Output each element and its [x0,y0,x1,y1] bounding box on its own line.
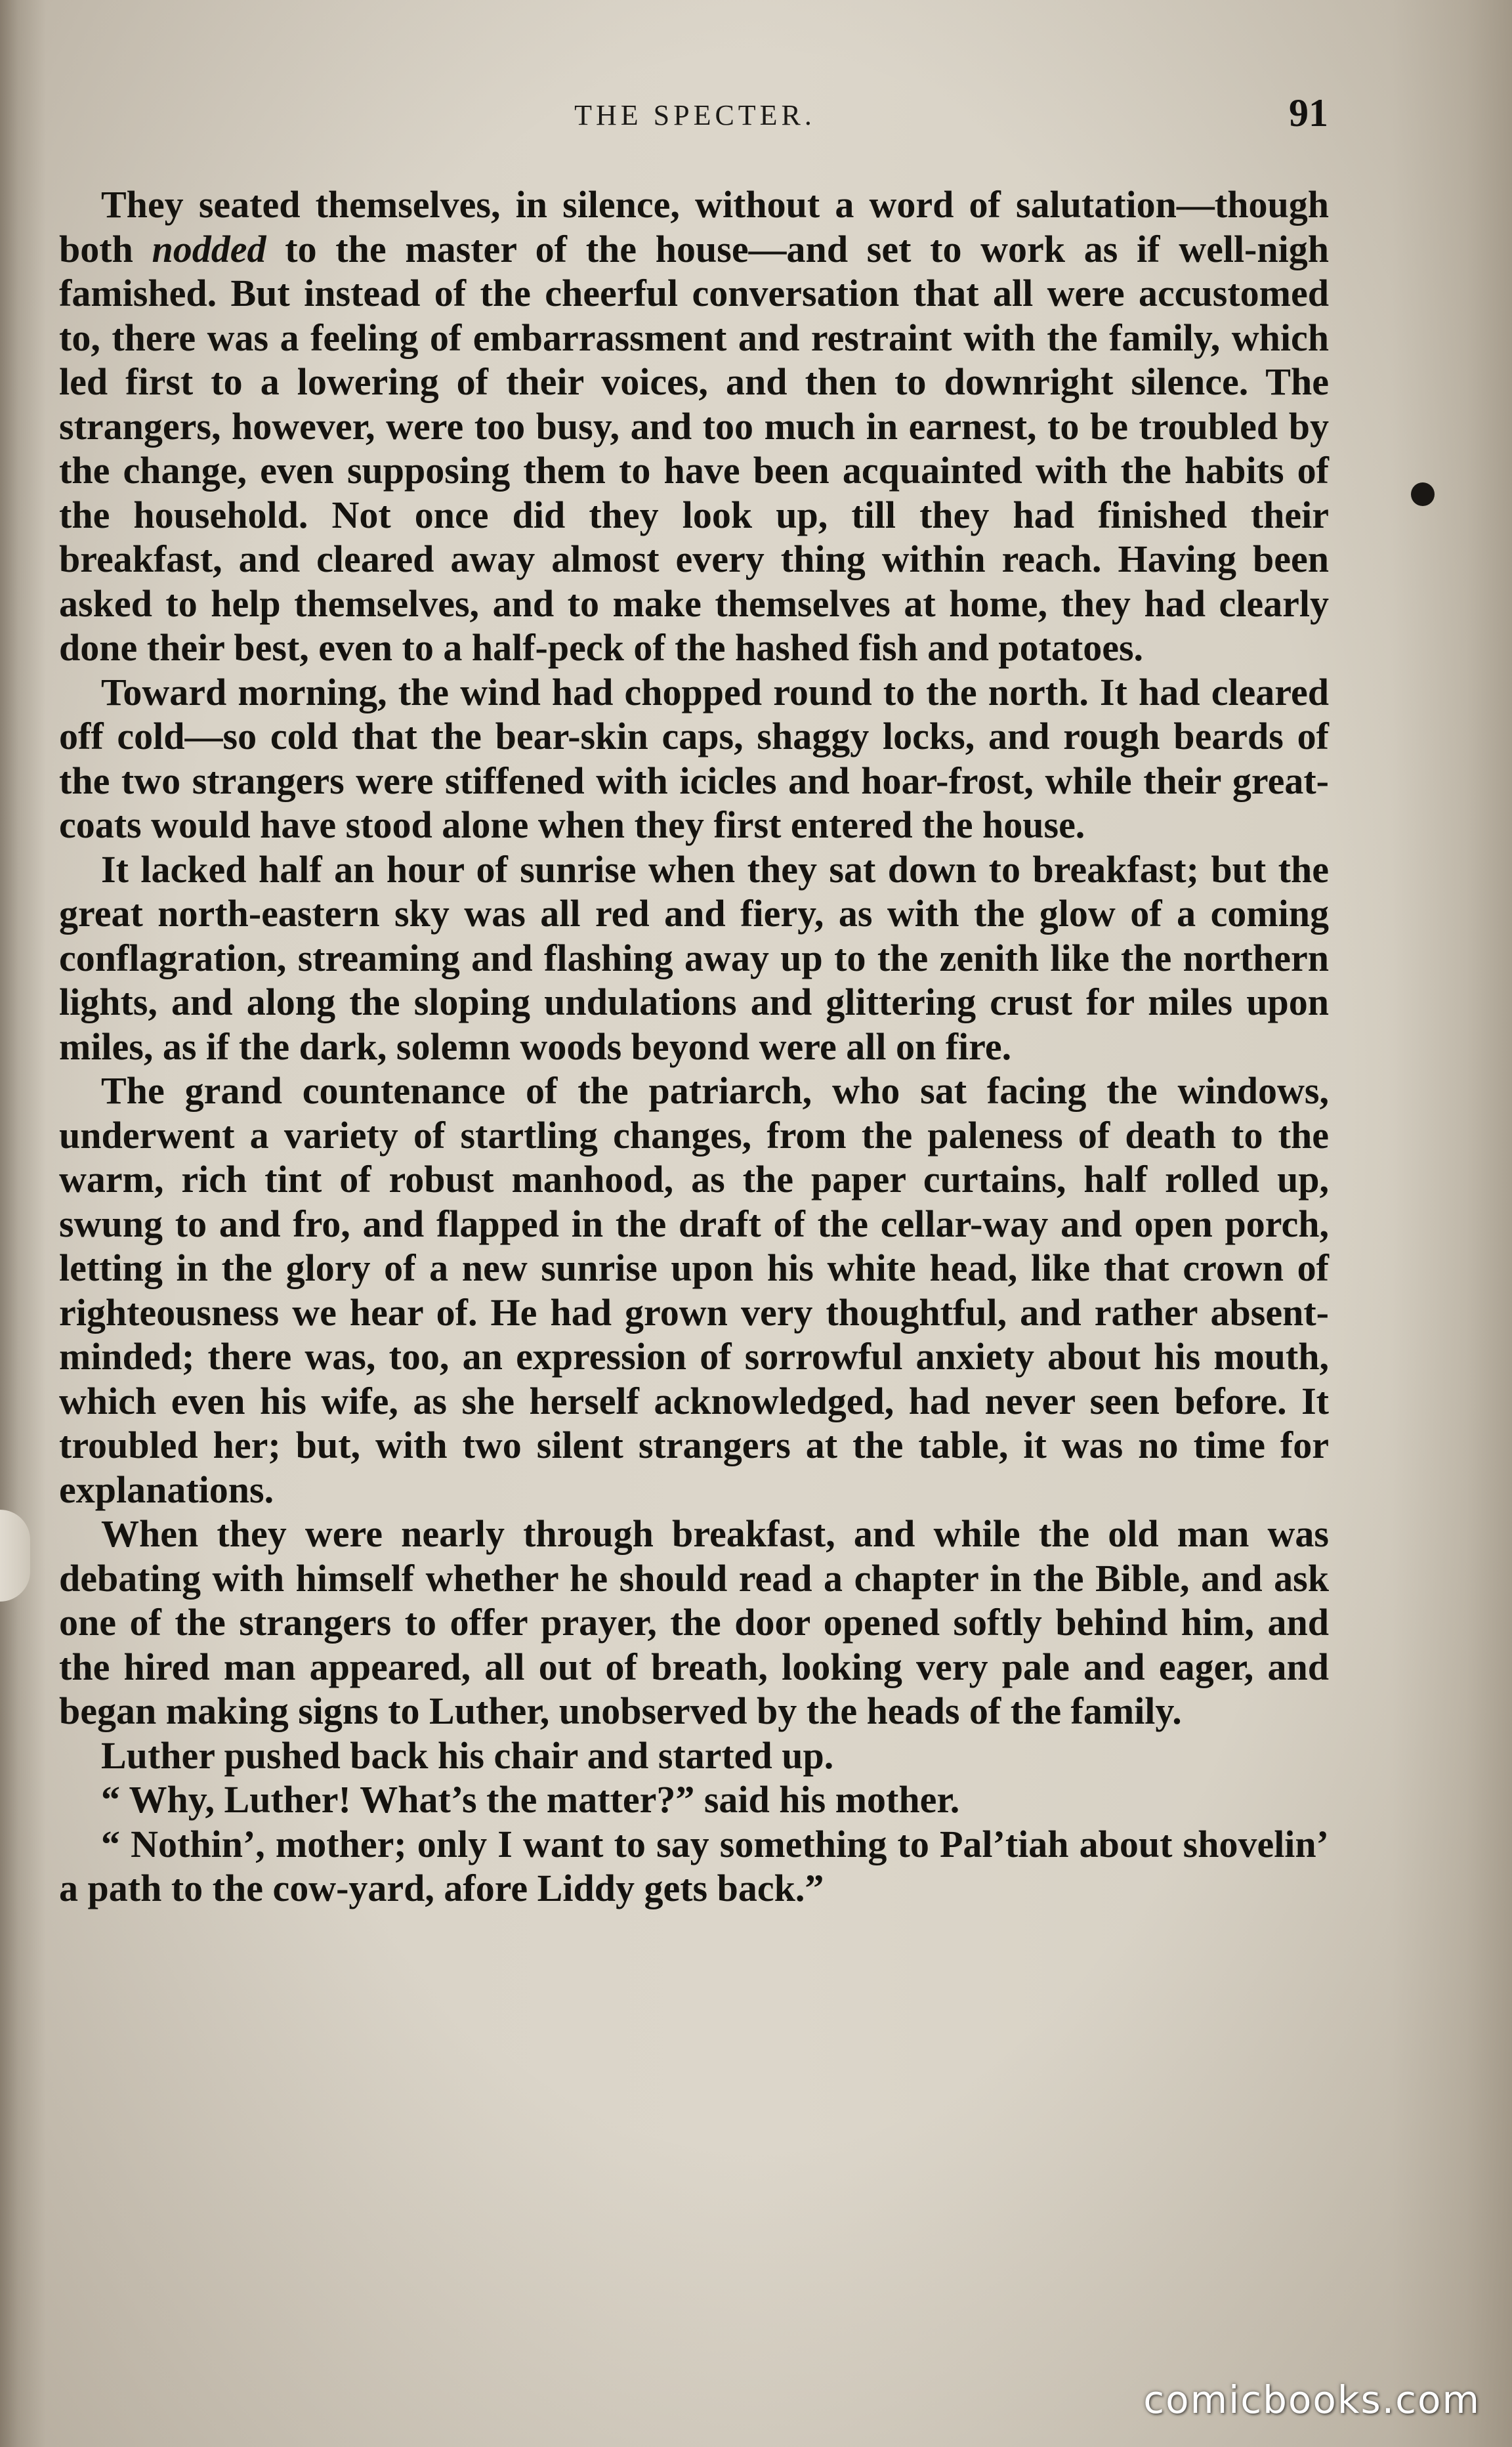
paragraph: The grand countenance of the patriarch, who sat facing the windows, underwent a variety of startling changes, from the paleness of death to the warm, rich tint of robust manhood, as the paper curtains, half rolled up, swung to and fro, and flapped in the draft of the cellar-way and open porch, letting in the glory of a new sunrise upon his white head, like that crown of righteousness we hear of. He had grown very thoughtful, and rather absent-minded; there was, too, an expression of sorrowful anxiety about his mouth, which even his wife, as she herself acknowledged, had never seen before. It troubled her; but, with two silent strangers at the table, it was no time for explanations. [59,1069,1329,1511]
page-header [62,85,1328,144]
paragraph-text: to the master of the house—and set to work as if well-nigh famished. But instead of the cheerful conversation that all were accustomed to, there was a feeling of embarrassment and restraint with the family, which led first to a lowering of their voices, and then to downright silence. The strangers, however, were too busy, and too much in earnest, to be troubled by the change, even supposing them to have been acquainted with the habits of the household. Not once did they look up, till they had finished their breakfast, and cleared away almost every thing within reach. Having been asked to help themselves, and to make themselves at home, they had clearly done their best, even to a half-peck of the hashed fish and potatoes. [59,227,1329,669]
paragraph: It lacked half an hour of sunrise when they sat down to breakfast; but the great north-eastern sky was all red and fiery, as with the glow of a coming conflagration, streaming and flashing away up to the zenith like the northern lights, and along the sloping undulations and glittering crust for miles upon miles, as if the dark, solemn woods beyond were all on fire. [59,847,1329,1068]
watermark: comicbooks.com [1143,2377,1480,2422]
paragraph: “ Nothin’, mother; only I want to say something to Pal’tiah about shovelin’ a path to the cow-yard, afore Liddy gets back.” [59,1822,1329,1909]
paragraph: When they were nearly through breakfast, and while the old man was debating with himself whether he should read a chapter in the Bible, and ask one of the strangers to offer prayer, the door opened softly behind him, and the hired man appeared, all out of breath, looking very pale and eager, and began making signs to Luther, unobserved by the heads of the family. [59,1512,1329,1732]
emphasis-text: nodded [152,227,266,270]
page-number: 91 [1289,91,1328,135]
ink-spot [1411,482,1435,506]
paragraph: Toward morning, the wind had chopped round to the north. It had cleared off cold—so cold that the bear-skin caps, shaggy locks, and rough beards of the two strangers were stiffened with icicles and hoar-frost, while their great-coats would have stood alone when they first entered the house. [59,670,1329,846]
paragraph-text: They seated themselves, in silence, without a word of salutation—though both [59,183,1329,270]
paragraph: Luther pushed back his chair and started up. [101,1734,834,1777]
paragraph [59,182,1329,670]
page-tear [0,1510,30,1602]
paragraph: “ Why, Luther! What’s the matter?” said his mother. [101,1778,960,1821]
running-title: THE SPECTER. [574,99,816,131]
body-text [59,182,1329,1911]
